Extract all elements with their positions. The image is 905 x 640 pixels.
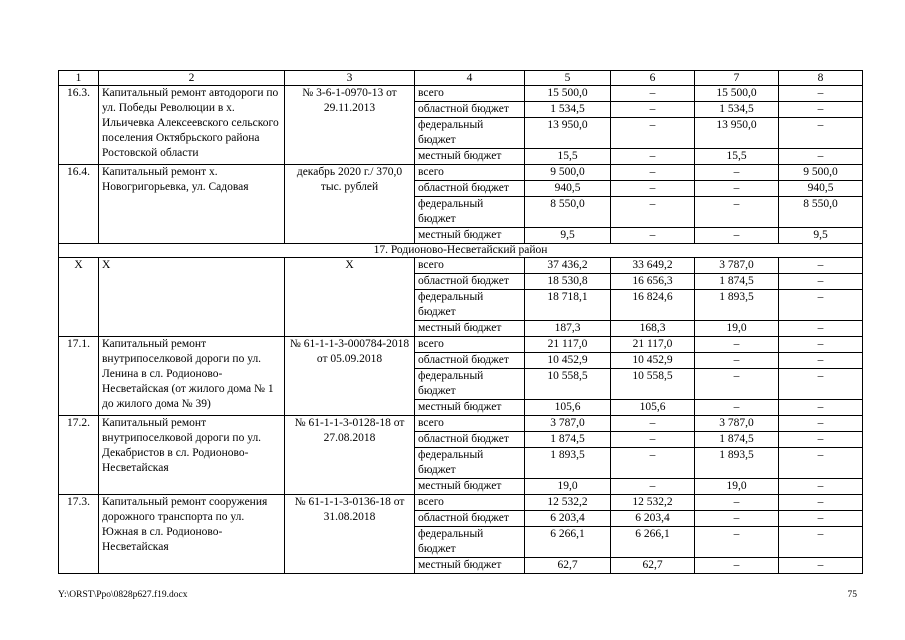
year-2021-cell: 8 550,0 bbox=[779, 197, 863, 228]
year-2021-cell: – bbox=[779, 337, 863, 353]
item-number-cell: 17.2. bbox=[59, 416, 99, 495]
year-2019-cell: – bbox=[611, 479, 695, 495]
year-2019-cell: – bbox=[611, 416, 695, 432]
total-cell: 62,7 bbox=[525, 558, 611, 574]
item-name-cell: Капитальный ремонт автодороги по ул. Победы Революции в х. Ильичевка Алексеевского сельского поселения Октябрьского района Ростовской области bbox=[99, 86, 285, 165]
year-2020-cell: – bbox=[695, 165, 779, 181]
year-2019-cell: 10 558,5 bbox=[611, 369, 695, 400]
document-cell: № 61-1-1-3-0128-18 от 27.08.2018 bbox=[285, 416, 415, 495]
item-name-cell: Х bbox=[99, 258, 285, 337]
year-2021-cell: – bbox=[779, 448, 863, 479]
year-2020-cell: 1 534,5 bbox=[695, 102, 779, 118]
total-cell: 6 266,1 bbox=[525, 527, 611, 558]
header-row bbox=[59, 71, 863, 86]
year-2021-cell: – bbox=[779, 290, 863, 321]
total-cell: 1 874,5 bbox=[525, 432, 611, 448]
item-number-cell: 17.1. bbox=[59, 337, 99, 416]
header-cell: 5 bbox=[525, 71, 611, 86]
year-2021-cell: – bbox=[779, 495, 863, 511]
funding-type-cell: федеральный бюджет bbox=[415, 448, 525, 479]
year-2020-cell: – bbox=[695, 228, 779, 244]
funding-type-cell: местный бюджет bbox=[415, 479, 525, 495]
year-2020-cell: – bbox=[695, 181, 779, 197]
table-row bbox=[59, 337, 863, 353]
item-number-cell: 16.3. bbox=[59, 86, 99, 165]
year-2019-cell: – bbox=[611, 165, 695, 181]
total-cell: 6 203,4 bbox=[525, 511, 611, 527]
year-2020-cell: 1 893,5 bbox=[695, 448, 779, 479]
funding-type-cell: всего bbox=[415, 258, 525, 274]
year-2020-cell: 19,0 bbox=[695, 321, 779, 337]
year-2021-cell: – bbox=[779, 511, 863, 527]
total-cell: 1 534,5 bbox=[525, 102, 611, 118]
total-cell: 12 532,2 bbox=[525, 495, 611, 511]
year-2021-cell: 9 500,0 bbox=[779, 165, 863, 181]
year-2020-cell: 1 874,5 bbox=[695, 274, 779, 290]
year-2019-cell: – bbox=[611, 149, 695, 165]
funding-type-cell: всего bbox=[415, 86, 525, 102]
document-cell: № 61-1-1-3-000784-2018 от 05.09.2018 bbox=[285, 337, 415, 416]
year-2020-cell: – bbox=[695, 353, 779, 369]
year-2019-cell: 168,3 bbox=[611, 321, 695, 337]
year-2019-cell: 6 203,4 bbox=[611, 511, 695, 527]
funding-type-cell: местный бюджет bbox=[415, 228, 525, 244]
year-2020-cell: – bbox=[695, 527, 779, 558]
item-name-cell: Капитальный ремонт сооружения дорожного транспорта по ул. Южная в сл. Родионово-Несветайская bbox=[99, 495, 285, 574]
funding-type-cell: областной бюджет bbox=[415, 353, 525, 369]
total-cell: 18 718,1 bbox=[525, 290, 611, 321]
total-cell: 940,5 bbox=[525, 181, 611, 197]
year-2019-cell: – bbox=[611, 118, 695, 149]
year-2021-cell: 940,5 bbox=[779, 181, 863, 197]
year-2021-cell: – bbox=[779, 102, 863, 118]
funding-type-cell: федеральный бюджет bbox=[415, 527, 525, 558]
total-cell: 9,5 bbox=[525, 228, 611, 244]
funding-type-cell: местный бюджет bbox=[415, 558, 525, 574]
year-2020-cell: 13 950,0 bbox=[695, 118, 779, 149]
year-2020-cell: – bbox=[695, 400, 779, 416]
total-cell: 3 787,0 bbox=[525, 416, 611, 432]
section-row bbox=[59, 244, 863, 258]
year-2021-cell: – bbox=[779, 321, 863, 337]
funding-type-cell: всего bbox=[415, 337, 525, 353]
page-number: 75 bbox=[847, 590, 857, 600]
header-cell: 2 bbox=[99, 71, 285, 86]
year-2021-cell: – bbox=[779, 258, 863, 274]
year-2019-cell: 12 532,2 bbox=[611, 495, 695, 511]
year-2019-cell: 10 452,9 bbox=[611, 353, 695, 369]
year-2021-cell: – bbox=[779, 400, 863, 416]
year-2021-cell: – bbox=[779, 274, 863, 290]
year-2019-cell: 62,7 bbox=[611, 558, 695, 574]
year-2021-cell: 9,5 bbox=[779, 228, 863, 244]
table-row bbox=[59, 416, 863, 432]
funding-type-cell: областной бюджет bbox=[415, 511, 525, 527]
year-2019-cell: – bbox=[611, 228, 695, 244]
year-2020-cell: – bbox=[695, 558, 779, 574]
total-cell: 15 500,0 bbox=[525, 86, 611, 102]
table-body bbox=[59, 71, 863, 574]
year-2020-cell: 1 893,5 bbox=[695, 290, 779, 321]
total-cell: 10 558,5 bbox=[525, 369, 611, 400]
item-name-cell: Капитальный ремонт внутрипоселковой дороги по ул. Декабристов в сл. Родионово-Несветайская bbox=[99, 416, 285, 495]
total-cell: 21 117,0 bbox=[525, 337, 611, 353]
funding-type-cell: областной бюджет bbox=[415, 102, 525, 118]
year-2021-cell: – bbox=[779, 479, 863, 495]
year-2021-cell: – bbox=[779, 353, 863, 369]
document-cell: № 3-6-1-0970-13 от 29.11.2013 bbox=[285, 86, 415, 165]
total-cell: 9 500,0 bbox=[525, 165, 611, 181]
year-2019-cell: 16 824,6 bbox=[611, 290, 695, 321]
funding-type-cell: всего bbox=[415, 495, 525, 511]
funding-type-cell: всего bbox=[415, 416, 525, 432]
total-cell: 15,5 bbox=[525, 149, 611, 165]
footer-file-path: Y:\ORST\Ppo\0828p627.f19.docx bbox=[58, 590, 188, 600]
funding-type-cell: местный бюджет bbox=[415, 149, 525, 165]
funding-type-cell: местный бюджет bbox=[415, 400, 525, 416]
table-row bbox=[59, 165, 863, 181]
funding-type-cell: областной бюджет bbox=[415, 274, 525, 290]
year-2019-cell: – bbox=[611, 181, 695, 197]
total-cell: 10 452,9 bbox=[525, 353, 611, 369]
section-title: 17. Родионово-Несветайский район bbox=[59, 244, 863, 258]
header-cell: 7 bbox=[695, 71, 779, 86]
item-number-cell: 16.4. bbox=[59, 165, 99, 244]
total-cell: 187,3 bbox=[525, 321, 611, 337]
document-cell: № 61-1-1-3-0136-18 от 31.08.2018 bbox=[285, 495, 415, 574]
budget-table bbox=[58, 70, 863, 574]
table-row bbox=[59, 86, 863, 102]
year-2021-cell: – bbox=[779, 432, 863, 448]
year-2019-cell: – bbox=[611, 432, 695, 448]
total-cell: 105,6 bbox=[525, 400, 611, 416]
item-name-cell: Капитальный ремонт внутрипоселковой дороги по ул. Ленина в сл. Родионово-Несветайская (от жилого дома № 1 до жилого дома № 39) bbox=[99, 337, 285, 416]
total-cell: 19,0 bbox=[525, 479, 611, 495]
funding-type-cell: федеральный бюджет bbox=[415, 369, 525, 400]
year-2019-cell: 16 656,3 bbox=[611, 274, 695, 290]
year-2021-cell: – bbox=[779, 369, 863, 400]
total-cell: 37 436,2 bbox=[525, 258, 611, 274]
total-cell: 13 950,0 bbox=[525, 118, 611, 149]
item-number-cell: Х bbox=[59, 258, 99, 337]
document-cell: Х bbox=[285, 258, 415, 337]
year-2020-cell: 1 874,5 bbox=[695, 432, 779, 448]
item-number-cell: 17.3. bbox=[59, 495, 99, 574]
table-row bbox=[59, 495, 863, 511]
header-cell: 8 bbox=[779, 71, 863, 86]
funding-type-cell: федеральный бюджет bbox=[415, 197, 525, 228]
year-2020-cell: – bbox=[695, 511, 779, 527]
year-2019-cell: 6 266,1 bbox=[611, 527, 695, 558]
header-cell: 6 bbox=[611, 71, 695, 86]
year-2021-cell: – bbox=[779, 527, 863, 558]
year-2021-cell: – bbox=[779, 558, 863, 574]
total-cell: 8 550,0 bbox=[525, 197, 611, 228]
year-2020-cell: – bbox=[695, 495, 779, 511]
year-2019-cell: – bbox=[611, 102, 695, 118]
year-2019-cell: 105,6 bbox=[611, 400, 695, 416]
header-cell: 3 bbox=[285, 71, 415, 86]
year-2021-cell: – bbox=[779, 86, 863, 102]
year-2019-cell: – bbox=[611, 448, 695, 479]
total-cell: 1 893,5 bbox=[525, 448, 611, 479]
year-2020-cell: – bbox=[695, 197, 779, 228]
year-2019-cell: – bbox=[611, 197, 695, 228]
document-cell: декабрь 2020 г./ 370,0 тыс. рублей bbox=[285, 165, 415, 244]
funding-type-cell: федеральный бюджет bbox=[415, 290, 525, 321]
funding-type-cell: областной бюджет bbox=[415, 181, 525, 197]
year-2021-cell: – bbox=[779, 149, 863, 165]
table-row bbox=[59, 258, 863, 274]
funding-type-cell: местный бюджет bbox=[415, 321, 525, 337]
year-2020-cell: 15,5 bbox=[695, 149, 779, 165]
funding-type-cell: федеральный бюджет bbox=[415, 118, 525, 149]
year-2020-cell: 19,0 bbox=[695, 479, 779, 495]
year-2019-cell: – bbox=[611, 86, 695, 102]
header-cell: 1 bbox=[59, 71, 99, 86]
funding-type-cell: всего bbox=[415, 165, 525, 181]
year-2019-cell: 21 117,0 bbox=[611, 337, 695, 353]
year-2021-cell: – bbox=[779, 118, 863, 149]
funding-type-cell: областной бюджет bbox=[415, 432, 525, 448]
year-2020-cell: 3 787,0 bbox=[695, 258, 779, 274]
year-2020-cell: 3 787,0 bbox=[695, 416, 779, 432]
total-cell: 18 530,8 bbox=[525, 274, 611, 290]
item-name-cell: Капитальный ремонт х. Новогригорьевка, ул. Садовая bbox=[99, 165, 285, 244]
year-2020-cell: – bbox=[695, 369, 779, 400]
year-2020-cell: – bbox=[695, 337, 779, 353]
year-2020-cell: 15 500,0 bbox=[695, 86, 779, 102]
header-cell: 4 bbox=[415, 71, 525, 86]
year-2021-cell: – bbox=[779, 416, 863, 432]
year-2019-cell: 33 649,2 bbox=[611, 258, 695, 274]
